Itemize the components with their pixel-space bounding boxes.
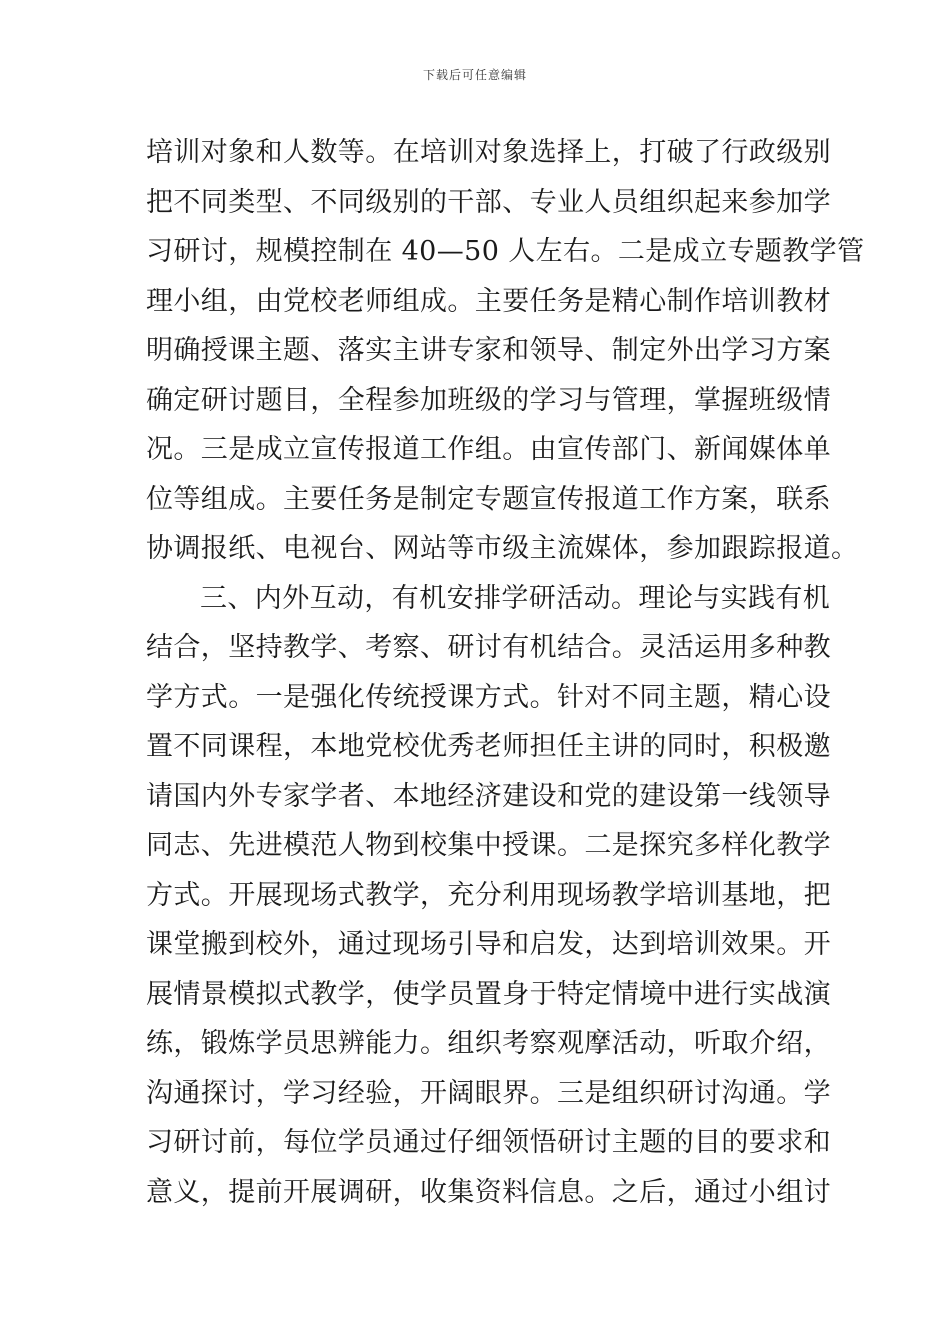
text-line: 况。三是成立宣传报道工作组。由宣传部门、新闻媒体单 <box>146 434 831 465</box>
document-body <box>146 128 865 1217</box>
text-line: 位等组成。主要任务是制定专题宣传报道工作方案，联系 <box>146 483 831 515</box>
text-line: 把不同类型、不同级别的干部、专业人员组织起来参加学 <box>146 186 831 218</box>
text-line: 确定研讨题目，全程参加班级的学习与管理，掌握班级情 <box>146 384 831 416</box>
text-line: 协调报纸、电视台、网站等市级主流媒体，参加跟踪报道。 <box>146 533 859 564</box>
text-line: 练，锻炼学员思辨能力。组织考察观摩活动，听取介绍， <box>146 1028 831 1059</box>
text-line: 请国内外专家学者、本地经济建设和党的建设第一线领导 <box>146 780 831 812</box>
text-line: 沟通探讨，学习经验，开阔眼界。三是组织研讨沟通。学 <box>146 1077 831 1109</box>
text-line: 习研讨，规模控制在 40—50 人左右。二是成立专题教学管 <box>146 236 865 267</box>
text-line: 置不同课程，本地党校优秀老师担任主讲的同时，积极邀 <box>146 731 831 762</box>
text-line: 结合，坚持教学、考察、研讨有机结合。灵活运用多种教 <box>146 632 831 663</box>
text-line: 意义，提前开展调研，收集资料信息。之后，通过小组讨 <box>146 1176 831 1208</box>
text-line: 课堂搬到校外，通过现场引导和启发，达到培训效果。开 <box>146 929 831 960</box>
text-line: 习研讨前，每位学员通过仔细领悟研讨主题的目的要求和 <box>146 1127 831 1158</box>
paragraph-start-line: 三、内外互动，有机安排学研活动。理论与实践有机 <box>200 582 831 614</box>
text-line: 明确授课主题、落实主讲专家和领导、制定外出学习方案 <box>146 335 831 366</box>
text-line: 培训对象和人数等。在培训对象选择上，打破了行政级别 <box>146 137 831 168</box>
page-header: 下载后可任意编辑 <box>422 68 527 82</box>
text-line: 展情景模拟式教学，使学员置身于特定情境中进行实战演 <box>146 978 831 1010</box>
text-line: 同志、先进模范人物到校集中授课。二是探究多样化教学 <box>146 830 831 861</box>
text-line: 方式。开展现场式教学，充分利用现场教学培训基地，把 <box>146 879 831 911</box>
text-line: 理小组，由党校老师组成。主要任务是精心制作培训教材 <box>146 285 831 317</box>
text-line: 学方式。一是强化传统授课方式。针对不同主题，精心设 <box>146 681 831 713</box>
